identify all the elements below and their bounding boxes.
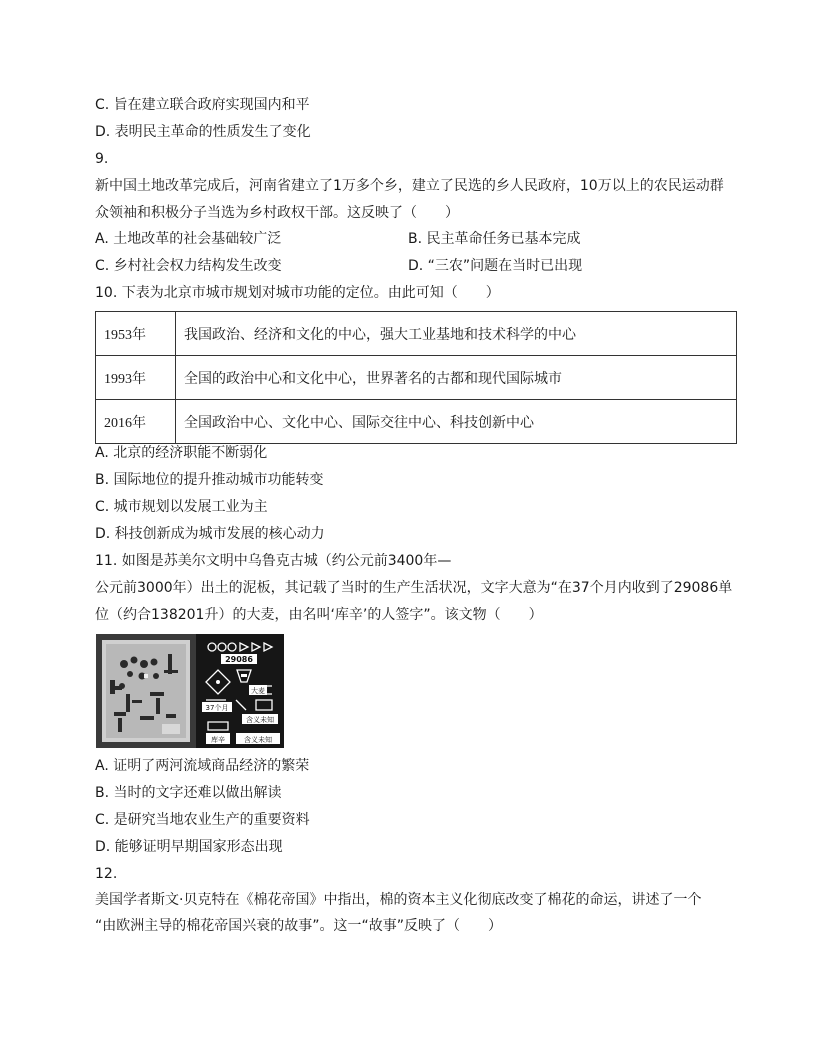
tablet-label-months: 37个月 xyxy=(205,704,229,712)
table-cell-year: 2016年 xyxy=(96,400,176,444)
table-cell-text: 全国的政治中心和文化中心，世界著名的古都和现代国际城市 xyxy=(176,356,737,400)
table-cell-text: 我国政治、经济和文化的中心，强大工业基地和技术科学的中心 xyxy=(176,312,737,356)
q10-option-b: B. 国际地位的提升推动城市功能转变 xyxy=(95,472,324,488)
q11-option-b: B. 当时的文字还难以做出解读 xyxy=(95,785,282,801)
q11-option-d: D. 能够证明早期国家形态出现 xyxy=(95,839,283,855)
tablet-label-barley: 大麦 xyxy=(251,687,265,695)
q12-stem-line2: “由欧洲主导的棉花帝国兴衰的故事”。这一“故事”反映了（ ） xyxy=(95,918,503,934)
q11-stem-line2: 公元前3000年）出土的泥板，其记载了当时的生产生活状况，文字大意为“在37个月内收到了29086单 xyxy=(95,580,733,596)
q9-option-c: C. 乡村社会权力结构发生改变 xyxy=(95,258,282,274)
q9-number: 9. xyxy=(95,151,109,167)
q12-number: 12. xyxy=(95,866,118,882)
q12-stem-line1: 美国学者斯文·贝克特在《棉花帝国》中指出，棉的资本主义化彻底改变了棉花的命运，讲述了一个 xyxy=(95,892,702,908)
q8-option-c: C. 旨在建立联合政府实现国内和平 xyxy=(95,97,310,113)
q11-option-a: A. 证明了两河流域商品经济的繁荣 xyxy=(95,758,310,774)
tablet-label-kushim: 库辛 xyxy=(211,736,225,744)
q10-table xyxy=(95,311,737,444)
table-cell-year: 1953年 xyxy=(96,312,176,356)
q9-option-a: A. 土地改革的社会基础较广泛 xyxy=(95,231,282,247)
tablet-label-unknown-1: 含义未知 xyxy=(246,716,274,724)
table-row xyxy=(96,356,737,400)
table-row xyxy=(96,312,737,356)
q10-option-c: C. 城市规划以发展工业为主 xyxy=(95,499,268,515)
q10-option-a: A. 北京的经济职能不断弱化 xyxy=(95,445,268,461)
clay-tablet-illustration xyxy=(96,634,284,748)
q10-stem: 10. 下表为北京市城市规划对城市功能的定位。由此可知（ ） xyxy=(95,285,500,301)
q8-option-d: D. 表明民主革命的性质发生了变化 xyxy=(95,124,311,140)
tablet-label-unknown-2: 含义未知 xyxy=(244,736,272,744)
q11-option-c: C. 是研究当地农业生产的重要资料 xyxy=(95,812,310,828)
q11-stem-line3: 位（约合138201升）的大麦，由名叫‘库辛’的人签字”。该文物（ ） xyxy=(95,607,543,623)
tablet-label-29086: 29086 xyxy=(225,655,253,664)
q9-stem-line1: 新中国土地改革完成后，河南省建立了1万多个乡，建立了民选的乡人民政府，10万以上的农民运动群 xyxy=(95,178,724,194)
table-row xyxy=(96,400,737,444)
q9-options-row2 xyxy=(95,256,735,276)
q9-options-row1 xyxy=(95,229,735,249)
table-cell-text: 全国政治中心、文化中心、国际交往中心、科技创新中心 xyxy=(176,400,737,444)
q9-option-d: D. “三农”问题在当时已出现 xyxy=(408,258,583,274)
q9-stem-line2: 众领袖和积极分子当选为乡村政权干部。这反映了（ ） xyxy=(95,205,459,221)
table-cell-year: 1993年 xyxy=(96,356,176,400)
clay-tablet-image xyxy=(96,634,284,748)
q10-option-d: D. 科技创新成为城市发展的核心动力 xyxy=(95,526,325,542)
q9-option-b: B. 民主革命任务已基本完成 xyxy=(408,231,581,247)
q11-stem-line1: 11. 如图是苏美尔文明中乌鲁克古城（约公元前3400年— xyxy=(95,553,452,569)
